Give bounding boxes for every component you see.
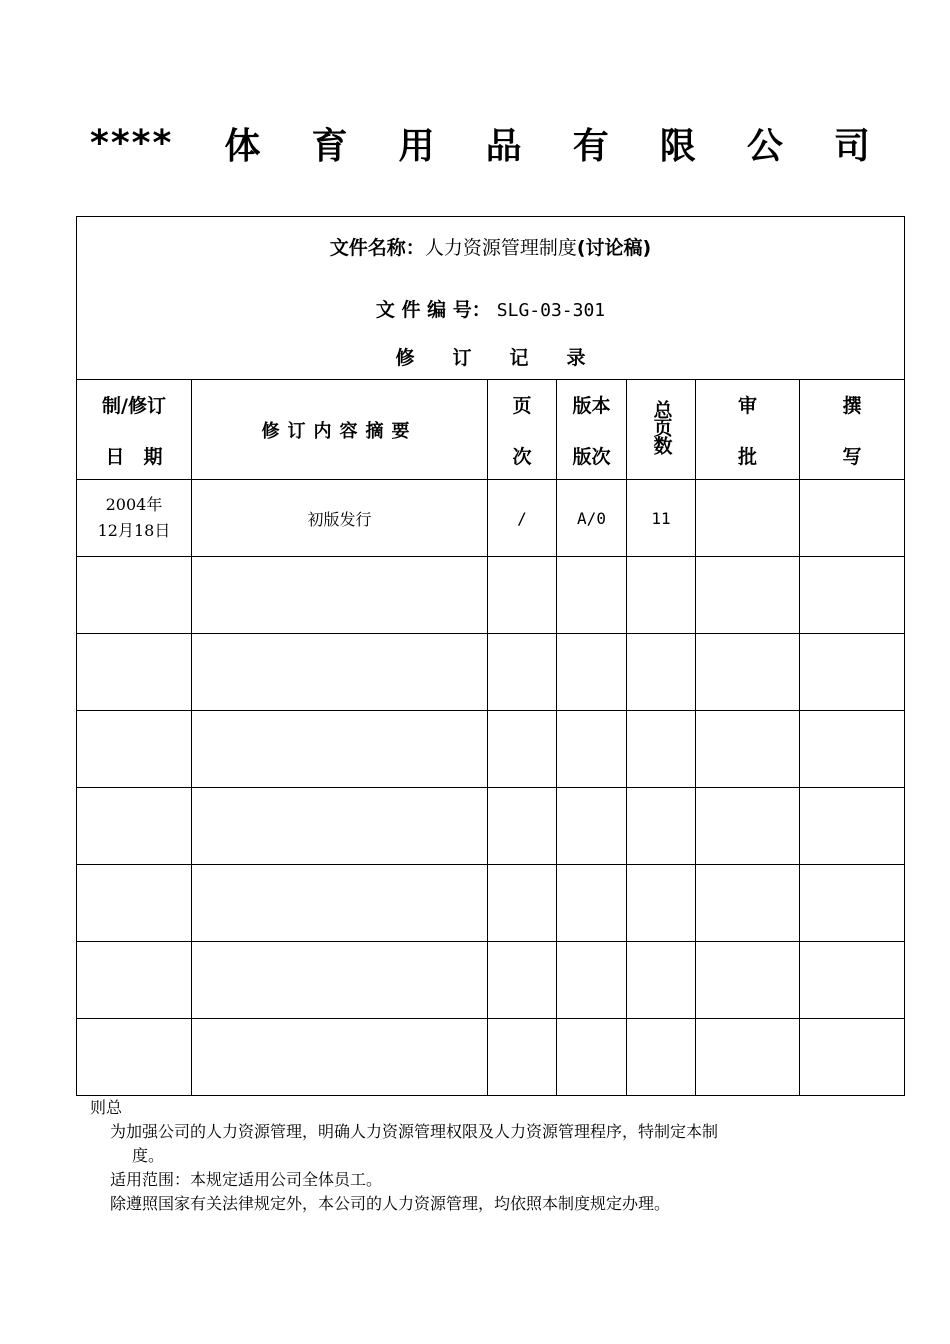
empty-cell <box>77 557 192 634</box>
empty-cell <box>192 634 488 711</box>
row-total-pages: 11 <box>627 480 696 557</box>
empty-cell <box>627 557 696 634</box>
empty-cell <box>800 634 905 711</box>
empty-cell <box>627 942 696 1019</box>
version-header-line1: 版本 <box>572 394 611 417</box>
file-number-line <box>77 295 904 322</box>
table-row <box>77 480 905 557</box>
company-char: 品 <box>485 126 522 167</box>
empty-cell <box>488 865 557 942</box>
empty-cell <box>800 788 905 865</box>
approve-header-line1: 审 <box>737 394 757 417</box>
paragraph-scope: 适用范围：本规定适用公司全体员工。 <box>110 1170 383 1189</box>
company-char: 有 <box>572 126 609 167</box>
table-row <box>77 634 905 711</box>
row-date <box>77 480 192 557</box>
date-header-line1: 制/修订 <box>102 394 166 417</box>
row-date-line2: 12月18日 <box>97 521 171 540</box>
paragraph-purpose-continued: 度。 <box>132 1146 165 1165</box>
empty-cell <box>696 1019 800 1096</box>
date-header-line2: 日 期 <box>105 445 163 468</box>
file-name-suffix: (讨论稿) <box>576 237 652 259</box>
column-header-total-pages <box>627 380 696 480</box>
row-page: / <box>488 480 557 557</box>
empty-cell <box>192 865 488 942</box>
section-title: 则总 <box>90 1098 123 1117</box>
revision-table <box>76 216 905 1096</box>
column-header-row <box>77 380 905 480</box>
table-row <box>77 557 905 634</box>
empty-cell <box>192 942 488 1019</box>
row-summary: 初版发行 <box>192 480 488 557</box>
total-pages-header: 总页数 <box>650 400 673 454</box>
empty-cell <box>192 711 488 788</box>
column-header-page <box>488 380 557 480</box>
empty-cell <box>488 942 557 1019</box>
table-row <box>77 1019 905 1096</box>
empty-cell <box>557 557 627 634</box>
empty-cell <box>77 1019 192 1096</box>
empty-cell <box>627 865 696 942</box>
empty-cell <box>77 942 192 1019</box>
company-title <box>90 118 870 169</box>
author-header-line2: 写 <box>842 445 862 468</box>
row-approve <box>696 480 800 557</box>
table-row <box>77 942 905 1019</box>
empty-cell <box>557 711 627 788</box>
empty-cell <box>627 788 696 865</box>
document-header <box>77 217 905 380</box>
empty-cell <box>800 711 905 788</box>
row-author <box>800 480 905 557</box>
empty-cell <box>77 865 192 942</box>
table-row <box>77 865 905 942</box>
version-header-line2: 版次 <box>572 445 611 468</box>
company-stars: **** <box>90 123 174 164</box>
empty-cell <box>696 865 800 942</box>
paragraph-compliance: 除遵照国家有关法律规定外，本公司的人力资源管理，均依照本制度规定办理。 <box>110 1194 671 1213</box>
company-char: 司 <box>833 126 870 167</box>
file-number-label: 文 件 编 号： <box>375 299 491 321</box>
author-header-line1: 撰 <box>842 394 862 417</box>
revision-record-title: 修订记录 <box>395 347 624 369</box>
row-date-line1: 2004年 <box>105 495 163 514</box>
file-number-value: SLG-03-301 <box>496 300 606 321</box>
file-name-line <box>77 233 904 260</box>
page-header-line1: 页 <box>512 394 532 417</box>
empty-cell <box>800 865 905 942</box>
empty-cell <box>488 557 557 634</box>
empty-cell <box>77 711 192 788</box>
empty-cell <box>696 634 800 711</box>
company-char: 公 <box>746 126 783 167</box>
empty-cell <box>627 711 696 788</box>
file-name-value: 人力资源管理制度 <box>424 237 577 259</box>
empty-cell <box>557 788 627 865</box>
empty-cell <box>696 942 800 1019</box>
column-header-version <box>557 380 627 480</box>
empty-cell <box>557 942 627 1019</box>
empty-cell <box>77 634 192 711</box>
empty-cell <box>192 1019 488 1096</box>
approve-header-line2: 批 <box>737 445 757 468</box>
empty-cell <box>192 557 488 634</box>
row-version: A/0 <box>557 480 627 557</box>
empty-cell <box>627 634 696 711</box>
table-row <box>77 711 905 788</box>
empty-cell <box>77 788 192 865</box>
company-char: 育 <box>311 126 348 167</box>
table-row <box>77 788 905 865</box>
document-body <box>90 1096 870 1216</box>
empty-cell <box>488 1019 557 1096</box>
column-header-author <box>800 380 905 480</box>
company-char: 体 <box>224 126 261 167</box>
empty-cell <box>488 711 557 788</box>
company-char: 限 <box>659 126 696 167</box>
column-header-date <box>77 380 192 480</box>
file-name-label: 文件名称： <box>329 237 425 259</box>
empty-cell <box>557 1019 627 1096</box>
empty-cell <box>192 788 488 865</box>
paragraph-purpose: 为加强公司的人力资源管理，明确人力资源管理权限及人力资源管理程序，特制定本制 <box>110 1122 719 1141</box>
empty-cell <box>488 788 557 865</box>
empty-cell <box>557 865 627 942</box>
empty-cell <box>800 942 905 1019</box>
empty-cell <box>557 634 627 711</box>
empty-cell <box>696 788 800 865</box>
empty-cell <box>800 1019 905 1096</box>
empty-cell <box>800 557 905 634</box>
empty-cell <box>696 557 800 634</box>
column-header-summary: 修订内容摘要 <box>192 380 488 480</box>
empty-cell <box>488 634 557 711</box>
empty-cell <box>627 1019 696 1096</box>
company-char: 用 <box>398 126 435 167</box>
page-header-line2: 次 <box>512 445 532 468</box>
column-header-approve <box>696 380 800 480</box>
empty-cell <box>696 711 800 788</box>
